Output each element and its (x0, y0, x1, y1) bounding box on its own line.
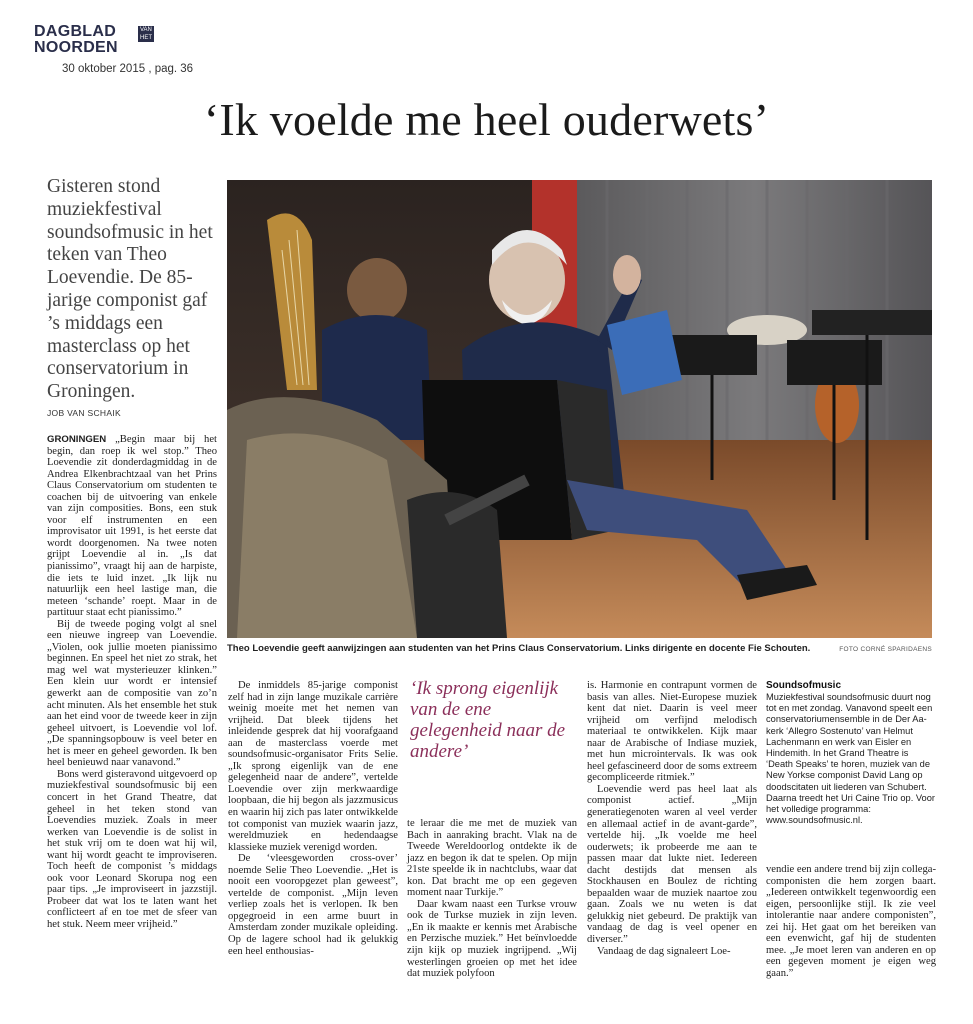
headline: ‘Ik voelde me heel ouderwets’ (203, 94, 770, 145)
photo-credit: FOTO CORNÉ SPARIDAENS (839, 646, 932, 653)
article-column-4 (587, 680, 757, 957)
article-column-2 (228, 680, 398, 957)
article-column-3 (407, 818, 577, 980)
pull-quote: ‘Ik sprong eigenlijk van de ene gelegenheid naar de andere’ (410, 678, 566, 762)
paragraph: Vandaag de dag signaleert Loe- (597, 945, 731, 957)
masthead-logo (34, 24, 174, 58)
masthead-het: HET (140, 35, 152, 41)
paragraph: De ‘vleesgeworden cross-over’ noemde Selie Theo Loevendie. „Het is nooit een vooropgezet plan geweest”, vertelde de componist. „Mijn leven verliep zoals het is verlopen. Ik ben opgegroeid in een arme buurt in Amsterdam zonder muzikale opleiding. Op de lagere school had ik gelukkig een heel enthousias- (228, 853, 398, 957)
paragraph: De inmiddels 85-jarige componist zelf had in zijn lange muzikale carrière weinig moeite met het nemen van vrijheid. Dat bleek tijdens het inleidende gesprek dat hij voorafgaand aan de masterclass voerde met soundsofmusic-organisator Frits Selie. „Ik sprong eigenlijk van de ene gelegenheid naar de andere”, vertelde Loevendie over zijn merkwaardige loopbaan, die hij begon als jazzmusicus en waarin hij zich pas later ontwikkelde tot componist van muziek waarin jazz, wereldmuziek en hedendaagse klassieke muziek verenigd worden. (228, 680, 398, 853)
photo-caption-text: Theo Loevendie geeft aanwijzingen aan studenten van het Prins Claus Conservatorium. Links dirigente en docente Fie Schouten. (227, 643, 811, 654)
article-column-5 (766, 864, 936, 979)
sidebar-title: Soundsofmusic (766, 680, 842, 691)
paragraph: Bons werd gisteravond uitgevoerd op muziekfestival soundsofmusic bij een concert in het Grand Theatre, dat geheel in het teken stond van Loevendies muziek. Zoals in meer werken van Loevendie is de solist in het stuk vrij om te doen wat hij wil, want hij wordt geacht te improviseren. Toch heeft de componist ’s middags ook voor Leonard Skorupa nog een paar tips. „Je improviseert in jazzstijl. Probeer dat wat los te laten want het conflicteert af en toe met de sfeer van het stuk. Neem meer vrijheid.” (47, 768, 217, 930)
article-column-1 (47, 434, 217, 931)
byline: JOB VAN SCHAIK (47, 408, 121, 418)
paragraph: Loevendie werd pas heel laat als componist actief. „Mijn generatiegenoten waren al veel verder en allemaal actief in de avant-garde”, vertelde hij. „Ik voelde me heel ouderwets; ik probeerde me aan te passen maar dat lukte niet. Iedereen dacht destijds dat mensen als Stockhausen en Boulez de richting bepaalden waar de muziek naartoe zou gaan. Zoals we nu weten is dat gelukkig niet gebeurd. De praktijk van vandaag de dag is veel opener en diverser.” (587, 783, 757, 946)
photo-caption (227, 643, 932, 654)
masthead-line2: NOORDEN (34, 39, 118, 56)
photo-illustration (227, 180, 932, 638)
paragraph: vendie een andere trend bij zijn collega-componisten die hem zorgen baart. „Iedereen ontwikkelt tegenwoordig een eigen, persoonlijke stijl. Ik zie veel intolerantie naar andere componisten”, zei hij. Het gaat om het bereiken van een evenwicht, gaf hij de studenten mee. „Je moet leren van anderen en op een gegeven moment je eigen weg gaan.” (766, 864, 937, 979)
paragraph (47, 434, 217, 619)
lead-paragraph: Gisteren stond muziekfestival soundsofmusic in het teken van Theo Loevendie. De 85-jarige componist gaf ’s middags een masterclass op het conservatorium in Groningen. (47, 176, 213, 403)
sidebar-text: Muziekfestival soundsofmusic duurt nog tot en met zondag. Vanavond speelt een conservatoriumensemble in de Der Aa-kerk ‘Allegro Sostenuto’ van Helmut Lachenmann en werk van Eisler en Hindemith. In het Grand Theatre is ‘Death Speaks’ te horen, muziek van de New Yorkse componist David Lang op doodscitaten uit liederen van Schubert. Daarna treedt het Uri Caine Trio op. Voor het volledige programma: www.soundsofmusic.nl. (766, 692, 935, 826)
dateline-kicker: GRONINGEN (47, 434, 107, 445)
dateline: 30 oktober 2015 , pag. 36 (62, 63, 194, 75)
paragraph: Bij de tweede poging volgt al snel een nieuwe ingreep van Loevendie. „Violen, ook jullie moeten pianissimo beginnen. En speel het niet zo strak, het mag wel wat mysterieuzer klinken.” Een klein uur wordt er intensief gewerkt aan de compositie van zo’n acht minuten. Als het ensemble het stuk aan het eind voor de tweede keer in zijn geheel uitvoert, is Loevendie vol lof. „De spanningsopbouw is veel beter en het is meer en geheel geworden. Ik ben heel benieuwd naar vanavond.” (47, 618, 217, 769)
paragraph-text: „Begin maar bij het begin, dan roep ik wel stop.” Theo Loevendie zit donderdagmiddag in de Andrea Elkenbrachtzaal van het Prins Claus Conservatorium om studenten te coachen bij de uitvoering van enkele van zijn composities. Bons, een stuk voor elf instrumenten en een improvisator uit 1991, is het eerste dat wordt doorgenomen. Na twee noten grijpt Loevendie al in. „Is dat pianissimo”, vraagt hij aan de harpiste, die iets te luid inzet. „Ik lijk nu natuurlijk een heel lastige man, die meteen ‘schande’ roept. Maar in de partituur staat echt pianissimo.” (47, 434, 218, 619)
masthead-van: VAN (140, 27, 152, 33)
masthead-line1: DAGBLAD (34, 23, 117, 40)
paragraph: Daar kwam naast een Turkse vrouw ook de Turkse muziek in zijn leven. „En ik maakte er kennis met Arabische en Perzische muziek.” Het beïnvloedde zijn kijk op muziek ingrijpend. „Wij westerlingen groeien op met het idee dat muziek polyfoon (407, 898, 577, 980)
article-photo (227, 180, 932, 638)
paragraph: is. Harmonie en contrapunt vormen de basis van alles. Niet-Europese muziek kent dat niet. Daarin is veel meer vrijheid om verfijnd melodisch materiaal te ontwikkelen. Kijk maar naar de Arabische of Indiase muziek, met hun microintervals. Ik was ook heel gefascineerd door de soms extreem gecompliceerde ritmiek.” (587, 680, 757, 784)
paragraph: te leraar die me met de muziek van Bach in aanraking bracht. Vlak na de Tweede Wereldoorlog ontdekte ik de jazz en begon ik dat te spelen. Op mijn 21ste speelde ik in nachtclubs, waar dat kon. Dat bracht me op een gegeven moment naar Turkije.” (407, 818, 577, 899)
